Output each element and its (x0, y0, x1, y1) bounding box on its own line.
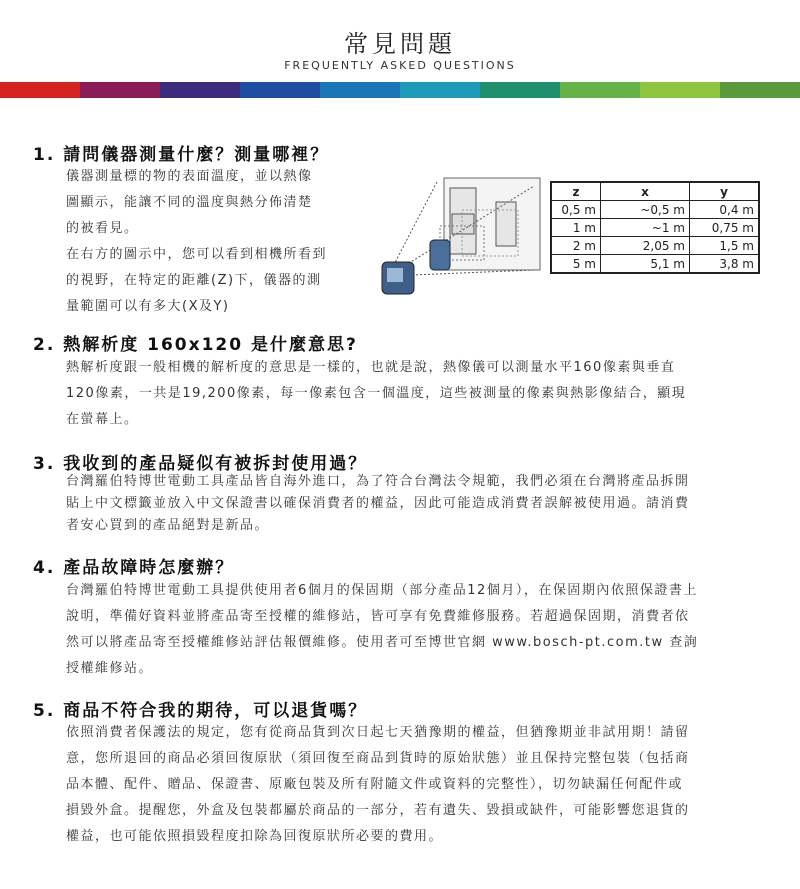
color-bar-segment (240, 82, 320, 98)
table-row (551, 255, 759, 274)
answer-line: 在螢幕上。 (66, 412, 139, 427)
thermal-camera-field-of-view-illustration (378, 176, 542, 296)
table-cell: 2 m (551, 237, 601, 255)
color-bar-segment (0, 82, 80, 98)
page-subtitle: FREQUENTLY ASKED QUESTIONS (284, 59, 516, 72)
table-header-z: z (551, 182, 601, 201)
thermal-camera-icon (430, 240, 450, 270)
table-cell: ~0,5 m (601, 201, 690, 219)
answer-line: 的被看見。 (66, 221, 139, 236)
color-bar-segment (480, 82, 560, 98)
table-row (551, 219, 759, 237)
table-header-row (551, 182, 759, 201)
faq-answer-4 (66, 578, 786, 682)
faq-answer-3 (66, 471, 786, 537)
faq-answer-5 (66, 720, 786, 850)
table-cell: 0,75 m (690, 219, 760, 237)
answer-line: 品本體、配件、贈品、保證書、原廠包裝及所有附隨文件或資料的完整性），切勿缺漏任何配件或 (66, 777, 684, 792)
color-bar-segment (560, 82, 640, 98)
color-bar-segment (640, 82, 720, 98)
window-shape (452, 214, 474, 234)
table-header-y: y (690, 182, 760, 201)
table-cell: 2,05 m (601, 237, 690, 255)
faq-answer-1 (66, 164, 366, 320)
answer-line: 說明，準備好資料並將產品寄至授權的維修站，皆可享有免費維修服務。若超過保固期，消費者依 (66, 609, 690, 624)
answer-line: 圖顯示，能讓不同的溫度與熱分佈清楚 (66, 195, 313, 210)
answer-line: 貼上中文標籤並放入中文保證書以確保消費者的權益，因此可能造成消費者誤解被使用過。請消費 (66, 496, 690, 511)
table-cell: 5 m (551, 255, 601, 274)
answer-line: 120像素，一共是19,200像素，每一像素包含一個溫度，這些被測量的像素與熱影像結合，顯現 (66, 386, 687, 401)
color-bar-segment (720, 82, 800, 98)
faq-question-1: 1. 請問儀器測量什麼？測量哪裡？ (33, 145, 330, 165)
table-cell: 5,1 m (601, 255, 690, 274)
faq-question-5: 5. 商品不符合我的期待，可以退貨嗎？ (33, 701, 368, 721)
faq-question-2: 2. 熱解析度 160x120 是什麼意思? (33, 335, 358, 355)
answer-line: 依照消費者保護法的規定，您有從商品貨到次日起七天猶豫期的權益，但猶豫期並非試用期！請留 (66, 725, 690, 740)
answer-line: 權益，也可能依照損毀程度扣除為回復原狀所必要的費用。 (66, 829, 444, 844)
table-row (551, 237, 759, 255)
answer-line: 損毀外盒。提醒您，外盒及包裝都屬於商品的一部分，若有遺失、毀損或缺件，可能影響您退貨的 (66, 803, 690, 818)
answer-line: 授權維修站。 (66, 661, 154, 676)
answer-line: 量範圍可以有多大(X及Y) (66, 299, 230, 314)
answer-line: 的視野，在特定的距離(Z)下，儀器的測 (66, 273, 322, 288)
door-shape (496, 202, 516, 246)
table-cell: 0,5 m (551, 201, 601, 219)
answer-line: 台灣羅伯特博世電動工具提供使用者6個月的保固期（部分產品12個月），在保固期內依照保證書上 (66, 583, 698, 598)
table-cell: 3,8 m (690, 255, 760, 274)
measurement-table (550, 181, 760, 274)
table-cell: ~1 m (601, 219, 690, 237)
answer-line: 者安心買到的產品絕對是新品。 (66, 518, 270, 533)
faq-question-4: 4. 產品故障時怎麼辦？ (33, 558, 235, 578)
table-row (551, 201, 759, 219)
table-header-x: x (601, 182, 690, 201)
faq-question-3: 3. 我收到的產品疑似有被拆封使用過？ (33, 454, 368, 474)
table-cell: 1,5 m (690, 237, 760, 255)
answer-line: 台灣羅伯特博世電動工具產品皆自海外進口，為了符合台灣法令規範，我們必須在台灣將產品拆開 (66, 474, 690, 489)
answer-line: 在右方的圖示中，您可以看到相機所看到 (66, 247, 328, 262)
color-bar-segment (320, 82, 400, 98)
page-title: 常見問題 (344, 30, 456, 58)
color-bar-segment (160, 82, 240, 98)
table-cell: 1 m (551, 219, 601, 237)
answer-line: 意，您所退回的商品必須回復原狀（須回復至商品到貨時的原始狀態）並且保持完整包裝（包括商 (66, 751, 690, 766)
color-bar-segment (400, 82, 480, 98)
color-bar-segment (80, 82, 160, 98)
camera-screen-icon (387, 268, 403, 282)
color-bar (0, 82, 800, 98)
faq-answer-2 (66, 355, 786, 433)
answer-line: 然可以將產品寄至授權維修站評估報價維修。使用者可至博世官網 www.bosch-pt.com.tw 查詢 (66, 635, 699, 650)
table-cell: 0,4 m (690, 201, 760, 219)
answer-line: 儀器測量標的物的表面溫度，並以熱像 (66, 169, 313, 184)
answer-line: 熱解析度跟一般相機的解析度的意思是一樣的，也就是說，熱像儀可以測量水平160像素與垂直 (66, 360, 676, 375)
